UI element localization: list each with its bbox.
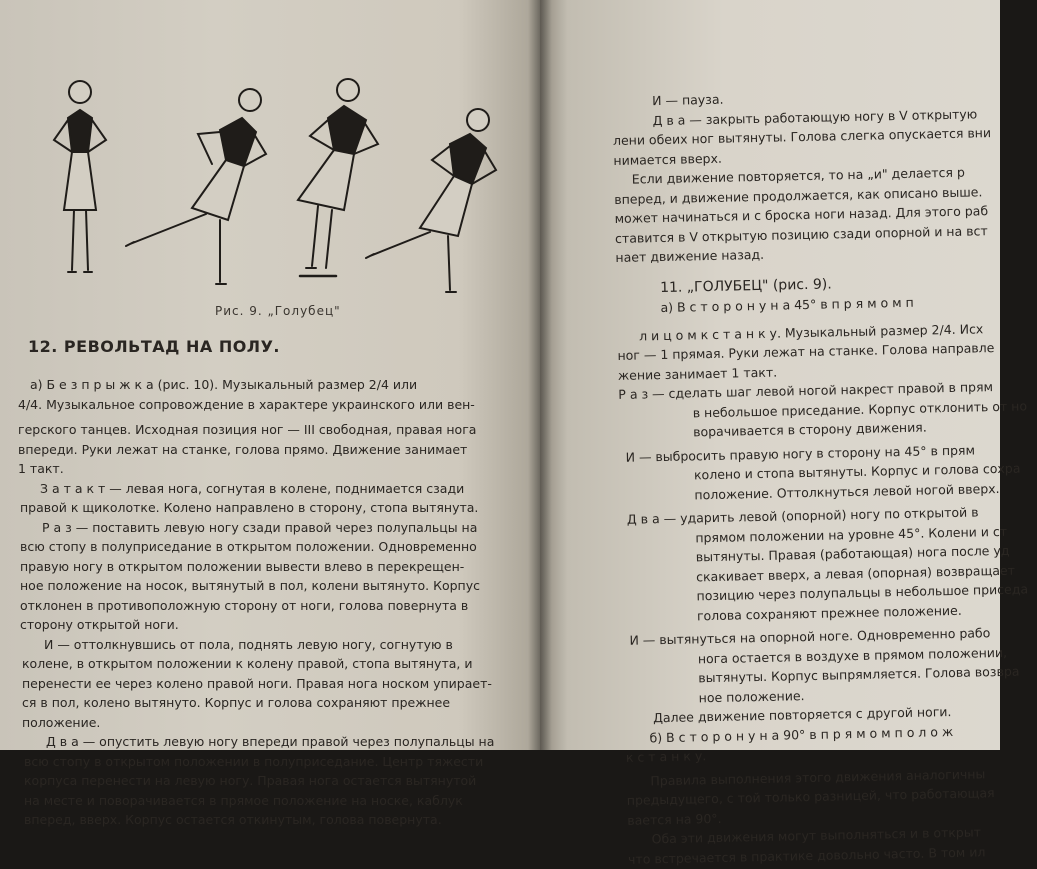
dancer-figure-3 (298, 79, 378, 276)
dancer-figure-1 (54, 81, 106, 272)
text-line: на месте и поворачивается в прямое положение на носке, каблук (24, 792, 463, 808)
text-line: правую ногу в открытом положении вывести влево в перекрещен- (20, 558, 465, 574)
text-line: перенести ее через колено правой ноги. Правая нога носком упирает- (22, 675, 492, 691)
text-line: колене, в открытом положении к колену правой, стопа вытянута, и (22, 656, 473, 671)
text-line: И — вытянуться на опорной ноге. Одновременно рабо (629, 625, 991, 648)
text-line: предыдущего, с той только разницей, что работающая (626, 785, 995, 808)
text-line: вается на 90°. (627, 810, 722, 828)
dancer-figure-4 (366, 109, 496, 292)
subsection-heading: 11. „ГОЛУБЕЦ" (рис. 9). (659, 275, 832, 296)
text-line: 4/4. Музыкальное сопровождение в характере украинского или вен- (18, 396, 475, 412)
text-line: нога остается в воздухе в прямом положении, (697, 644, 1008, 666)
text-line: а) Б е з п р ы ж к а (рис. 10). Музыкальный размер 2/4 или (30, 377, 418, 392)
text-line: нает движение назад. (615, 246, 765, 265)
text-line: колено и стопа вытянуты. Корпус и голова сохра (693, 460, 1021, 483)
text-line: Д в а — опустить левую ногу впереди правой через полупальцы на (46, 734, 495, 749)
section-heading: 12. РЕВОЛЬТАД НА ПОЛУ. (28, 337, 281, 356)
text-line: лени обеих ног вытянуты. Голова слегка опускается вни (612, 125, 992, 148)
text-line: нимается вверх. (613, 150, 723, 168)
text-line: Р а з — сделать шаг левой ногой накрест правой в прям (618, 379, 994, 402)
text-line: ворачивается в сторону движения. (692, 419, 927, 440)
text-line: З а т а к т — левая нога, согнутая в колене, поднимается сзади (40, 480, 465, 496)
text-line: к с т а н к у. (625, 748, 707, 765)
text-line: Правила выполнения этого движения аналогичны (650, 765, 986, 788)
text-line: ное положение. (698, 687, 805, 705)
text-line: Далее движение повторяется с другой ноги. (652, 704, 952, 726)
text-line: герского танцев. Исходная позиция ног — III свободная, правая нога (18, 422, 477, 437)
figure-golubets-illustration (30, 60, 510, 300)
text-line: жение занимает 1 такт. (617, 364, 778, 383)
text-line: скакивает вверх, а левая (опорная) возвращает (696, 562, 1016, 584)
text-line: И — оттолкнувшись от пола, поднять левую ногу, согнутую в (44, 636, 453, 652)
text-line: Р а з — поставить левую ногу сзади правой через полупальцы на (42, 519, 478, 535)
text-line: ног — 1 прямая. Руки лежат на станке. Голова направле (617, 340, 995, 363)
text-line: отклонен в противоположную сторону от ноги, голова повернута в (20, 597, 469, 613)
left-page (0, 0, 540, 827)
text-line: позицию через полупальцы в небольшое приседа (696, 581, 1029, 604)
text-line: впереди. Руки лежат на станке, голова прямо. Движение занимает (18, 441, 468, 457)
text-line: Д в а — ударить левой (опорной) ногу по открытой в (626, 504, 979, 527)
text-line: Д в а — закрыть работающую ногу в V открытую (652, 105, 978, 128)
text-line: Если движение повторяется, то на „и" делается р (631, 164, 965, 187)
text-line: корпуса перенести на левую ногу. Правая нога остается вытянутой (24, 773, 477, 788)
text-line: И — пауза. (652, 91, 724, 109)
text-line: что встречается в практике довольно часто. В том ил (627, 843, 986, 867)
text-line: вытянуты. Правая (работающая) нога после уд (695, 542, 1010, 565)
text-line: вытянуты. Корпус выпрямляется. Голова возвра (698, 663, 1020, 686)
right-page-body (612, 83, 1037, 868)
right-page (540, 0, 1029, 867)
text-line: л и ц о м к с т а н к у. Музыкальный размер 2/4. Исх (638, 320, 984, 343)
text-line: всю стопу в полуприседание в открытом положении. Одновременно (20, 539, 477, 554)
text-line: вперед, вверх. Корпус остается откинутым, голова повернута. (24, 812, 442, 827)
dancer-figures (30, 60, 510, 300)
text-line: вперед, и движение продолжается, как описано выше. (614, 183, 983, 207)
text-line: сторону открытой ноги. (20, 617, 179, 632)
text-line: положение. (22, 714, 101, 730)
figure-caption: Рис. 9. „Голубец" (215, 304, 341, 318)
text-line: ное положение на носок, вытянутый в пол, колени вытянуто. Корпус (20, 578, 480, 593)
text-line: 1 такт. (18, 461, 64, 476)
book-gutter (528, 0, 552, 750)
text-line: голова сохраняют прежнее положение. (696, 602, 962, 623)
text-line: ся в пол, колено вытянуто. Корпус и голова сохраняют прежнее (22, 695, 451, 710)
dancer-figure-2 (126, 89, 266, 284)
text-line: б) В с т о р о н у н а 90° в п р я м о м п о л о ж (649, 723, 954, 745)
text-line: в небольшое приседание. Корпус отклонить от но (692, 397, 1028, 420)
text-line: И — выбросить правую ногу в сторону на 45° в прям (625, 441, 976, 465)
text-line: прямом положении на уровне 45°. Колени и ст (695, 523, 1008, 545)
text-line: всю стопу в открытом положении в полуприседание. Центр тяжести (24, 753, 484, 769)
left-page-body (18, 375, 495, 830)
text-line: правой к щиколотке. Колено направлено в сторону, стопа вытянута. (20, 500, 479, 515)
text-line: ставится в V открытую позицию сзади опорной и на вст (614, 222, 988, 246)
text-line: положение. Оттолкнуться левой ногой вверх. (694, 480, 1000, 502)
text-line: Оба эти движения могут выполняться и в открыт (651, 824, 982, 847)
text-line: может начинаться и с броска ноги назад. Для этого раб (614, 203, 989, 226)
text-line: а) В с т о р о н у н а 45° в п р я м о м п (660, 294, 914, 316)
